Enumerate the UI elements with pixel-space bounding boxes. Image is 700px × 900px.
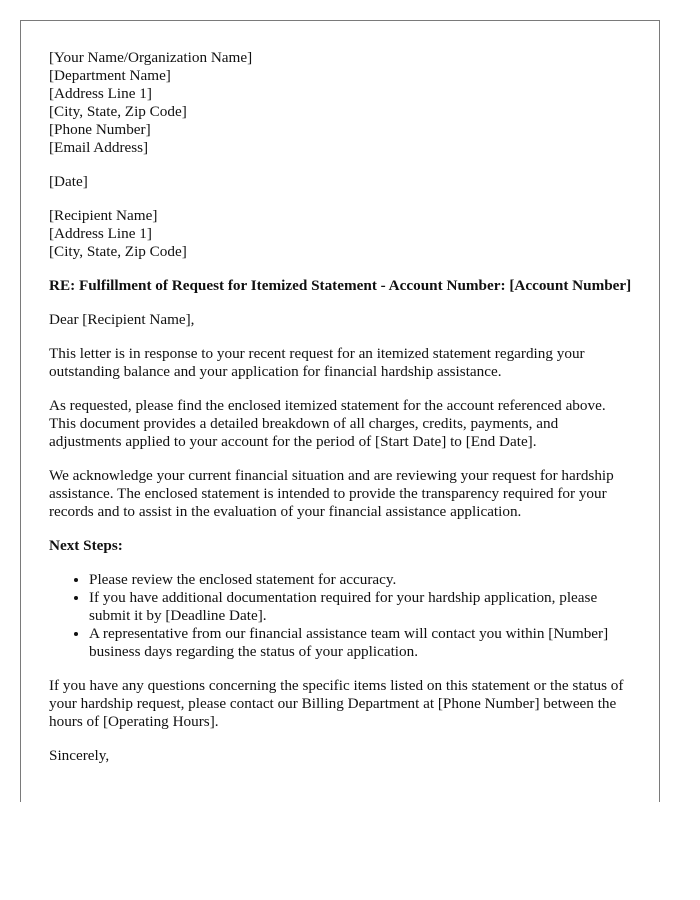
recipient-address-line-1: [Address Line 1] bbox=[49, 225, 152, 242]
recipient-city-state-zip: [City, State, Zip Code] bbox=[49, 243, 187, 260]
next-step-item: • Please review the enclosed statement for accuracy. bbox=[89, 571, 634, 589]
next-step-item: • A representative from our financial assistance team will contact you within [Number] business days regarding the status of your application. bbox=[89, 625, 634, 661]
salutation: Dear [Recipient Name], bbox=[49, 311, 195, 328]
date-block bbox=[49, 173, 634, 191]
sender-department: [Department Name] bbox=[49, 67, 171, 84]
sender-name: [Your Name/Organization Name] bbox=[49, 49, 253, 66]
paragraph-contact: If you have any questions concerning the specific items listed on this statement or the status of your hardship request, please contact our Billing Department at [Phone Number] between the hours of [Operating Hours]. bbox=[49, 677, 624, 730]
letter-body bbox=[49, 49, 634, 765]
sender-address-line-1: [Address Line 1] bbox=[49, 85, 152, 102]
sender-address-block bbox=[49, 49, 634, 157]
next-step-item: • If you have additional documentation required for your hardship application, please submit it by [Deadline Date]. bbox=[89, 589, 634, 625]
paragraph-enclosed-statement: As requested, please find the enclosed itemized statement for the account referenced above. This document provides a detailed breakdown of all charges, credits, payments, and adjustments applied to your account for the period of [Start Date] to [End Date]. bbox=[49, 397, 606, 450]
sender-email: [Email Address] bbox=[49, 139, 149, 156]
closing: Sincerely, bbox=[49, 747, 110, 764]
subject-line: RE: Fulfillment of Request for Itemized Statement - Account Number: [Account Number] bbox=[49, 277, 632, 294]
next-steps-heading: Next Steps: bbox=[49, 537, 123, 554]
letter-date: [Date] bbox=[49, 173, 88, 190]
letter-page bbox=[20, 20, 660, 802]
recipient-address-block bbox=[49, 207, 634, 261]
recipient-name: [Recipient Name] bbox=[49, 207, 158, 224]
paragraph-intro: This letter is in response to your recent request for an itemized statement regarding your outstanding balance and your application for financial hardship assistance. bbox=[49, 345, 585, 380]
next-steps-list bbox=[49, 571, 634, 661]
paragraph-acknowledgement: We acknowledge your current financial situation and are reviewing your request for hardship assistance. The enclosed statement is intended to provide the transparency required for your records and to assist in the evaluation of your financial assistance application. bbox=[49, 467, 614, 520]
sender-city-state-zip: [City, State, Zip Code] bbox=[49, 103, 187, 120]
sender-phone: [Phone Number] bbox=[49, 121, 151, 138]
